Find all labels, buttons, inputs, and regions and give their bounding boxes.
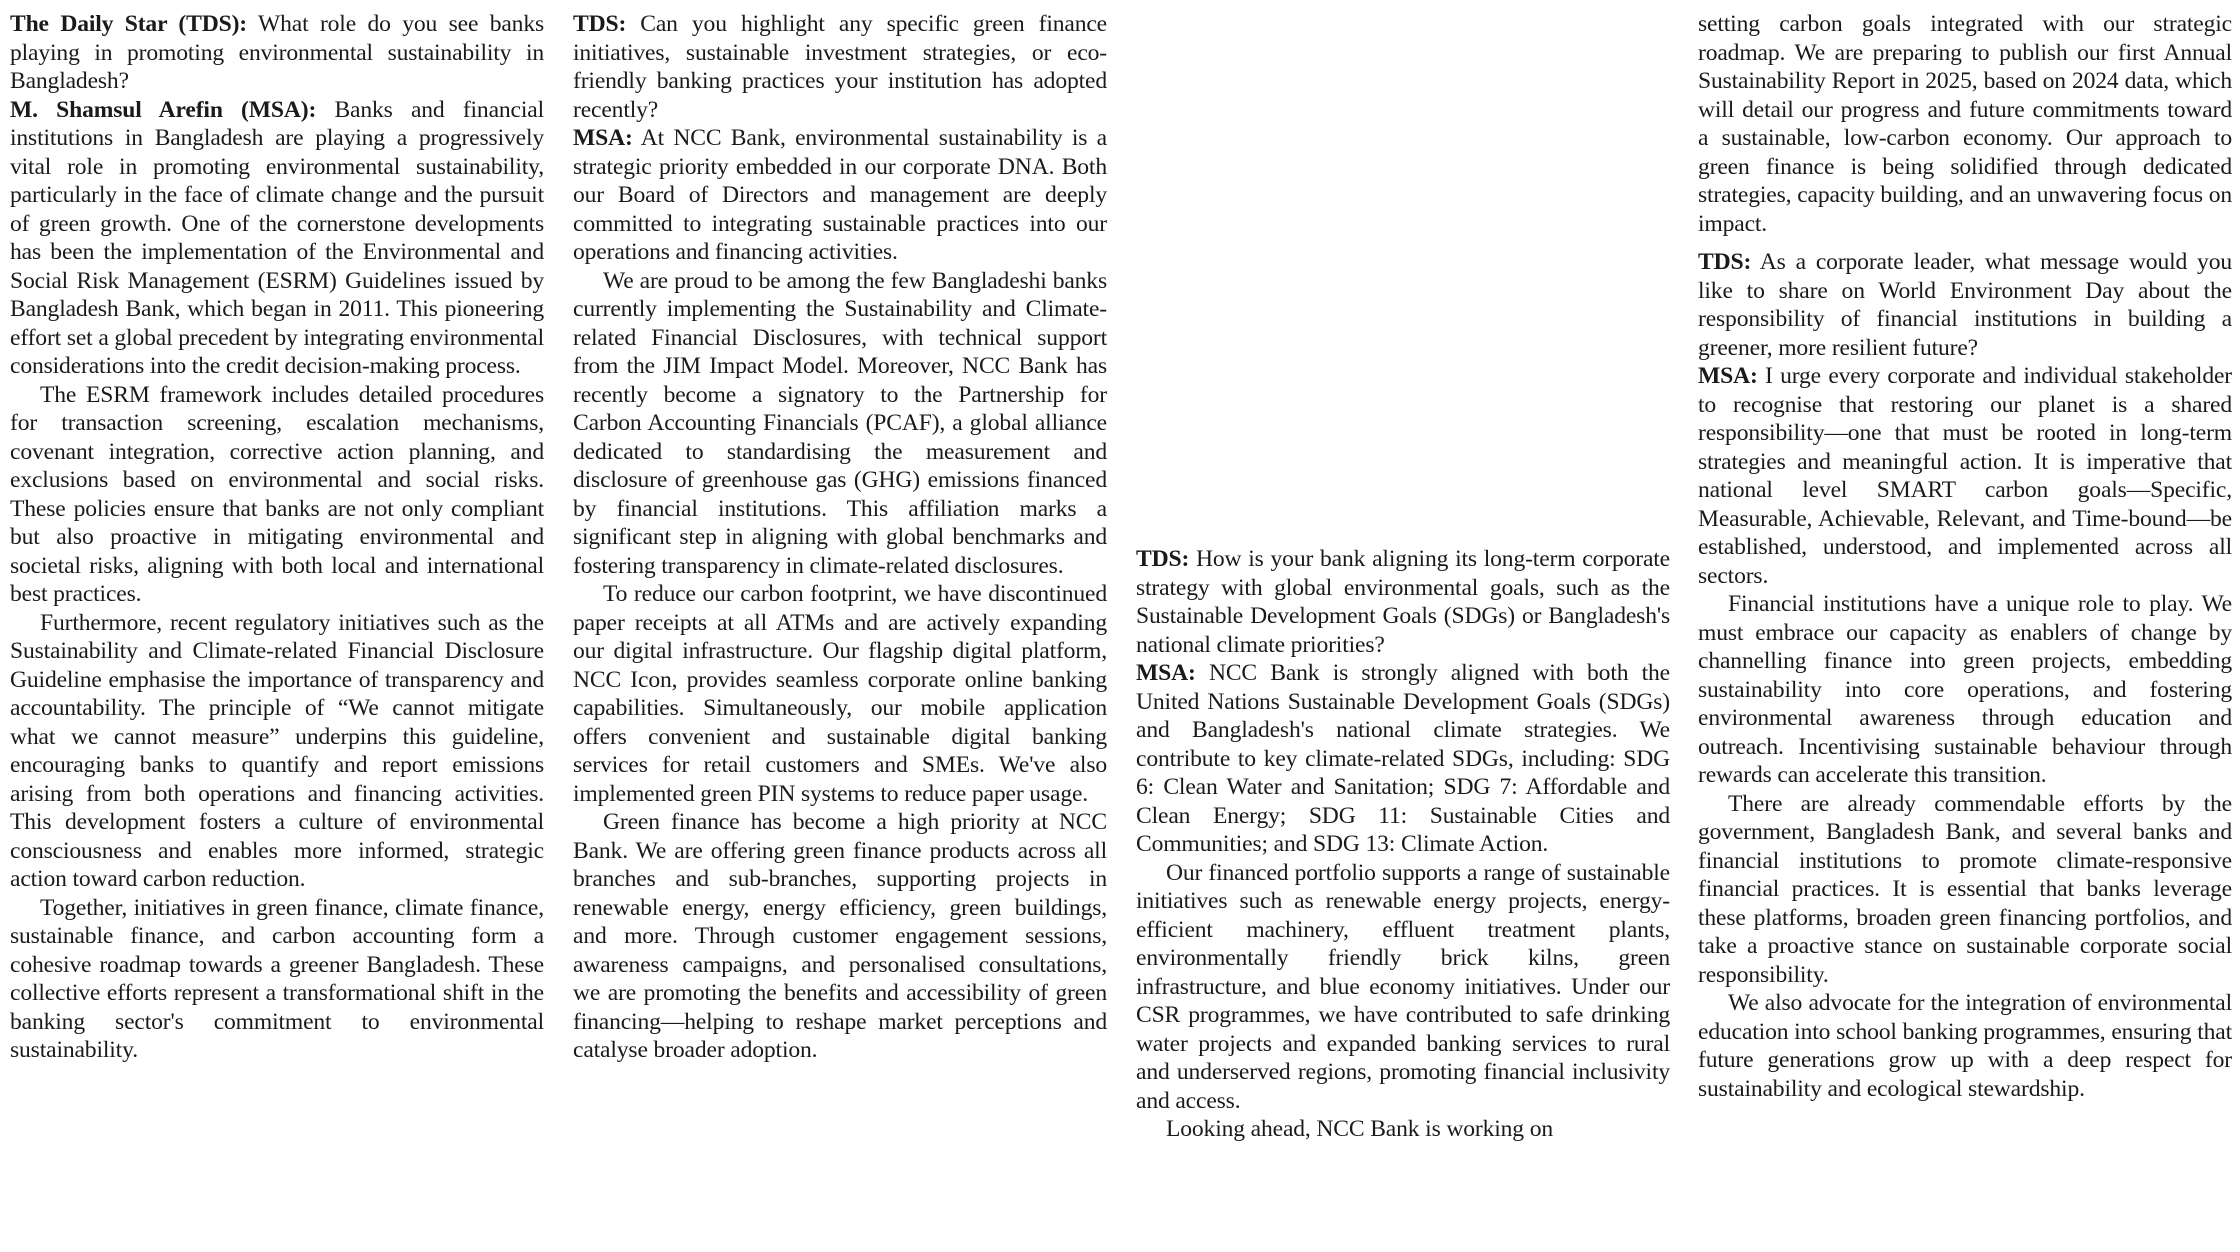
paragraph: Looking ahead, NCC Bank is working on: [1166, 1116, 1553, 1142]
question-text: What role do you see banks playing in promoting environmental sustainability in Bangladesh?: [10, 11, 544, 94]
answer-3: [1136, 659, 1670, 859]
paragraph: Our financed portfolio supports a range of sustainable initiatives such as renewable energy projects, energy-efficient machinery, effluent treatment plants, environmentally friendly brick kilns, green infrastructure, and blue economy initiatives. Under our CSR programmes, we have contributed to safe drinking water projects and expanded banking services to rural and underserved regions, promoting financial inclusivity and access.: [1136, 859, 1670, 1114]
speaker-label: M. Shamsul Arefin (MSA):: [10, 96, 317, 123]
paragraph: Financial institutions have a unique role to play. We must embrace our capacity as enablers of change by channelling finance into green projects, embedding sustainability into core operations, and fostering environmental awareness through education and outreach. Incentivising sustainable behaviour through rewards can accelerate this transition.: [1698, 591, 2232, 788]
speaker-label: MSA:: [573, 125, 633, 151]
paragraph: Green finance has become a high priority at NCC Bank. We are offering green finance products across all branches and sub-branches, supporting projects in renewable energy, energy efficiency, green buildings, and more. Through customer engagement sessions, awareness campaigns, and personalised consultations, we are promoting the benefits and accessibility of green financing—helping to reshape market perceptions and catalyse broader adoption.: [573, 809, 1107, 1063]
question-2: [573, 10, 1107, 124]
paragraph: We also advocate for the integration of environmental education into school banking programmes, ensuring that future generations grow up with a deep respect for sustainability and ecological stewardship.: [1698, 990, 2232, 1102]
article-column-3: [1136, 545, 1670, 1144]
answer-2: [573, 124, 1107, 267]
article-column-1: [10, 10, 544, 1065]
question-text: How is your bank aligning its long-term corporate strategy with global environmental goals, such as the Sustainable Development Goals (SDGs) or Bangladesh's national climate priorities?: [1136, 546, 1670, 658]
speaker-label: MSA:: [1136, 660, 1196, 686]
paragraph: To reduce our carbon footprint, we have discontinued paper receipts at all ATMs and are actively expanding our digital infrastructure. Our flagship digital platform, NCC Icon, provides seamless corporate online banking capabilities. Simultaneously, our mobile application offers convenient and sustainable digital banking services for retail customers and SMEs. We've also implemented green PIN systems to reduce paper usage.: [573, 581, 1107, 807]
answer-text: Banks and financial institutions in Bangladesh are playing a progressively vital role in promoting environmental sustainability, particularly in the face of climate change and the pursuit of green growth. One of the cornerstone developments has been the implementation of the Environmental and Social Risk Management (ESRM) Guidelines issued by Bangladesh Bank, which began in 2011. This pioneering effort set a global precedent by integrating environmental considerations into the credit decision-making process.: [10, 96, 545, 379]
question-4: [1698, 248, 2232, 362]
question-text: As a corporate leader, what message would you like to share on World Environment Day about the responsibility of financial institutions in building a greener, more resilient future?: [1698, 249, 2232, 361]
answer-4: [1698, 362, 2232, 590]
speaker-label: The Daily Star (TDS):: [10, 11, 247, 37]
answer-text: At NCC Bank, environmental sustainability is a strategic priority embedded in our corporate DNA. Both our Board of Directors and management are deeply committed to integrating sustainable practices into our operations and financing activities.: [573, 125, 1107, 265]
speaker-label: TDS:: [1698, 249, 1752, 275]
answer-text: I urge every corporate and individual stakeholder to recognise that restoring our planet is a shared responsibility—one that must be rooted in long-term strategies and meaningful action. It is imperative that national level SMART carbon goals—Specific, Measurable, Achievable, Relevant, and Time-bound—be established, understood, and implemented across all sectors.: [1698, 363, 2232, 589]
article-column-2: [573, 10, 1107, 1065]
answer-text: NCC Bank is strongly aligned with both the United Nations Sustainable Development Goals (SDGs) and Bangladesh's national climate strategies. We contribute to key climate-related SDGs, including: SDG 6: Clean Water and Sanitation; SDG 7: Affordable and Clean Energy; SDG 11: Sustainable Cities and Communities; and SDG 13: Climate Action.: [1136, 660, 1670, 857]
speaker-label: MSA:: [1698, 363, 1758, 389]
paragraph: The ESRM framework includes detailed procedures for transaction screening, escalation mechanisms, covenant integration, corrective action planning, and exclusions based on environmental and social risks. These policies ensure that banks are not only compliant but also proactive in mitigating environmental and societal risks, aligning with both local and international best practices.: [10, 381, 544, 607]
question-1: [10, 10, 544, 96]
question-3: [1136, 545, 1670, 659]
article-column-4: [1698, 10, 2232, 1103]
answer-1: [10, 96, 544, 381]
question-text: Can you highlight any specific green finance initiatives, sustainable investment strategies, or eco-friendly banking practices your institution has adopted recently?: [573, 11, 1107, 123]
paragraph: There are already commendable efforts by the government, Bangladesh Bank, and several banks and financial institutions to promote climate-responsive financial practices. It is essential that banks leverage these platforms, broaden green financing portfolios, and take a proactive stance on sustainable corporate social responsibility.: [1698, 790, 2232, 988]
paragraph: Together, initiatives in green finance, climate finance, sustainable finance, and carbon accounting form a cohesive roadmap towards a greener Bangladesh. These collective efforts represent a transformational shift in the banking sector's commitment to environmental sustainability.: [10, 894, 544, 1063]
speaker-label: TDS:: [1136, 546, 1190, 572]
speaker-label: TDS:: [573, 11, 627, 37]
paragraph-continued: setting carbon goals integrated with our strategic roadmap. We are preparing to publish our first Annual Sustainability Report in 2025, based on 2024 data, which will detail our progress and future commitments toward a sustainable, low-carbon economy. Our approach to green finance is being solidified through dedicated strategies, capacity building, and an unwavering focus on impact.: [1698, 11, 2232, 237]
paragraph: We are proud to be among the few Bangladeshi banks currently implementing the Sustainability and Climate-related Financial Disclosures, with technical support from the JIM Impact Model. Moreover, NCC Bank has recently become a signatory to the Partnership for Carbon Accounting Financials (PCAF), a global alliance dedicated to standardising the measurement and disclosure of greenhouse gas (GHG) emissions financed by financial institutions. This affiliation marks a significant step in aligning with global benchmarks and fostering transparency in climate-related disclosures.: [573, 267, 1107, 579]
paragraph: Furthermore, recent regulatory initiatives such as the Sustainability and Climate-related Financial Disclosure Guideline emphasise the importance of transparency and accountability. The principle of “We cannot mitigate what we cannot measure” underpins this guideline, encouraging banks to quantify and report emissions arising from both operations and financing activities. This development fosters a culture of environmental consciousness and enables more informed, strategic action toward carbon reduction.: [10, 609, 544, 892]
